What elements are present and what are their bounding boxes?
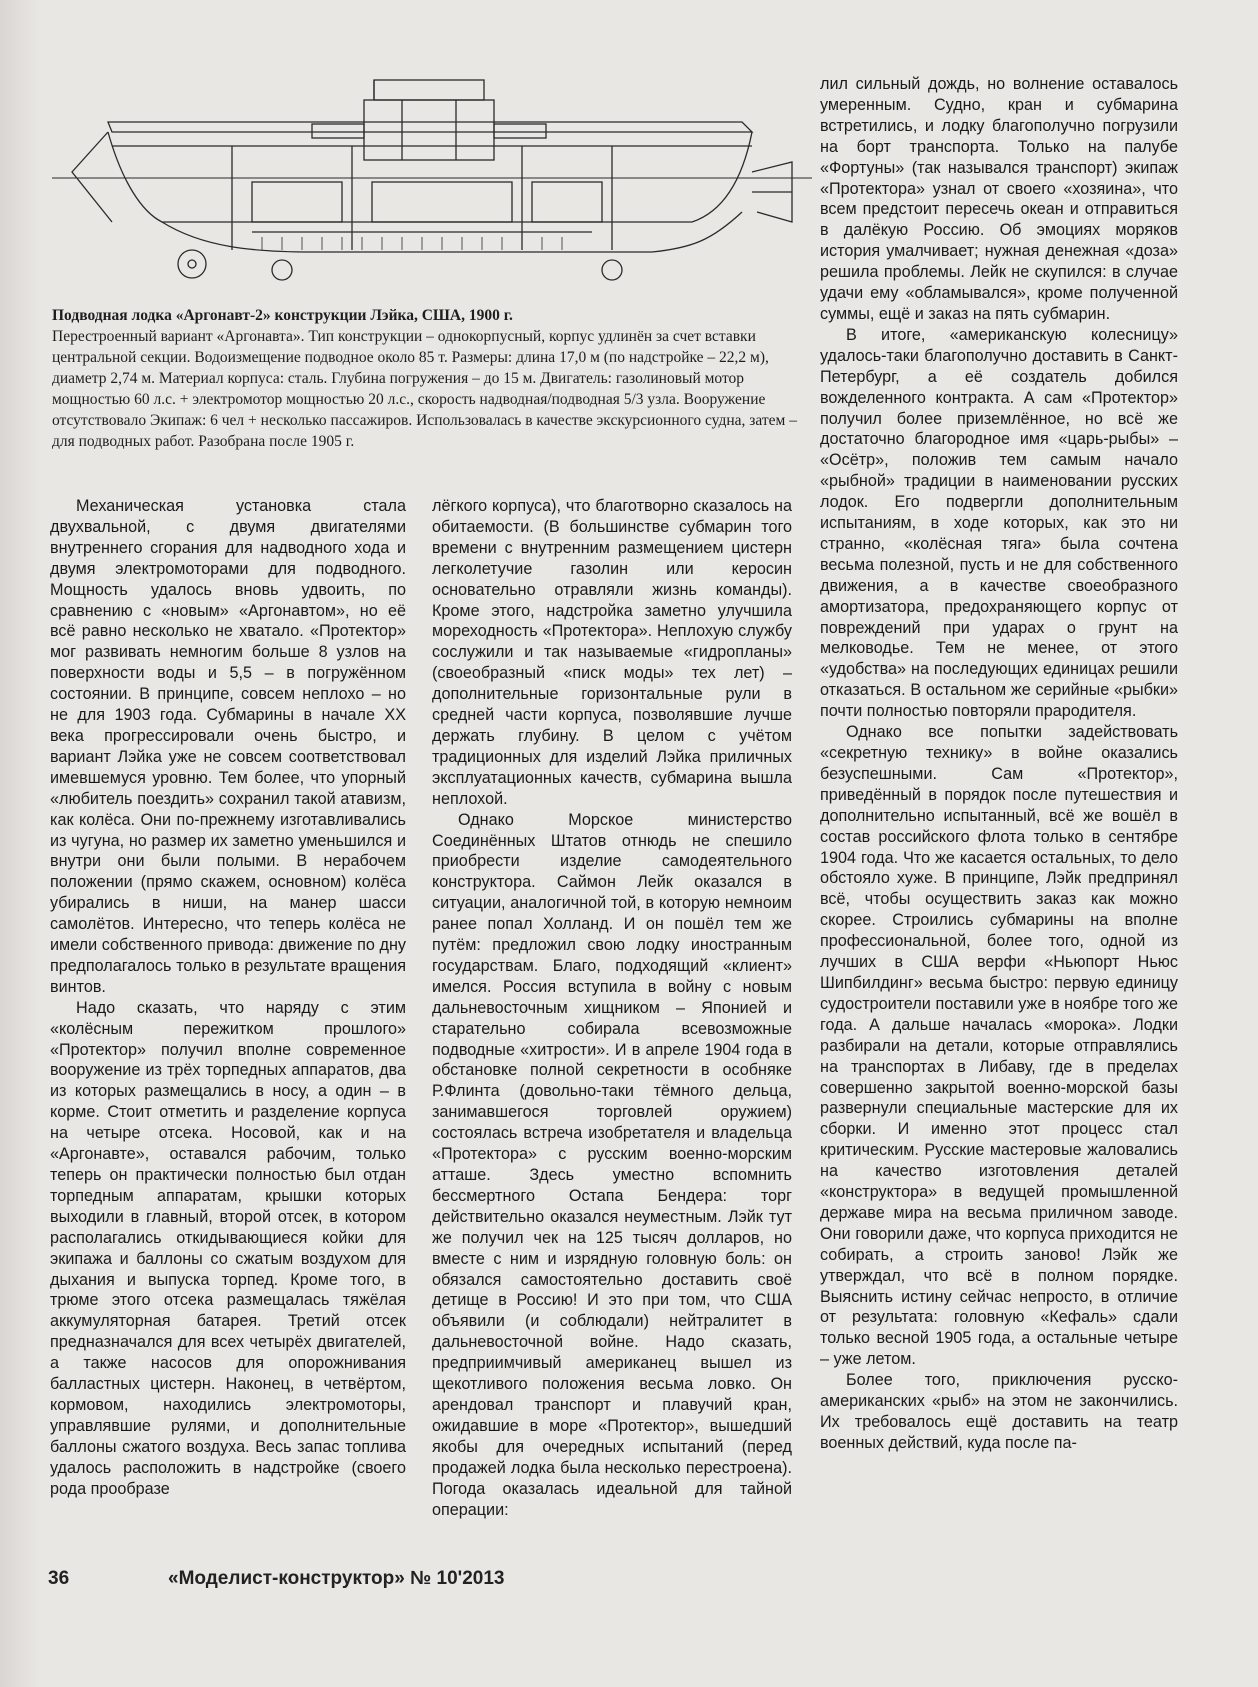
column-1: [50, 496, 406, 1500]
caption-title: Подводная лодка «Аргонавт-2» конструкции Лэйка, США, 1900 г.: [52, 307, 513, 324]
figure-caption: [52, 305, 807, 452]
column-3: [820, 74, 1178, 1454]
paragraph: В итоге, «американскую колесницу» удалось-таки благополучно доставить в Санкт-Петербург, а её создатель добился вожделенного контракта. А сам «Протектор» получил более приземлённое, но всё же достаточно благородное имя «царь-рыбы» – «Осётр», положив тем самым начало «рыбной» традиции в наименовании русских лодок. Его подвергли дополнительным испытаниям, в ходе которых, как это ни странно, «колёсная тяга» была сочтена весьма полезной, пусть и не для собственного движения, а в качестве своеобразного амортизатора, предохраняющего корпус от повреждений при ударах о грунт на мелководье. Тем не менее, от этого «удобства» на последующих единицах решили отказаться. В остальном же серийные «рыбки» почти полностью повторяли прародителя.: [820, 325, 1178, 721]
paragraph: Однако Морское министерство Соединённых Штатов отнюдь не спешило приобрести изделие самодеятельного конструктора. Саймон Лейк оказался в ситуации, аналогичной той, в которую немноим ранее попал Холланд. И он пошёл тем же путём: предложил свою лодку иностранным государствам. Благо, подходящий «клиент» имелся. Россия вступила в войну с новым дальневосточным хищником – Японией и старательно собирала всевозможные подводные «хитрости». И в апреле 1904 года в обстановке полной секретности в особняке Р.Флинта (довольно-таки тёмного дельца, занимавшегося торговлей оружием) состоялась встреча изобретателя и владельца «Протектора» с русским военно-морским атташе. Здесь уместно вспомнить бессмертного Остапа Бендера: торг действительно оказался неуместным. Лэйк тут же получил чек на 125 тысяч долларов, но вместе с ним и изрядную головную боль: он обязался самостоятельно доставить своё детище в Россию! И это при том, что США объявили (и соблюдали) нейтралитет в дальневосточной войне. Надо сказать, предприимчивый американец вышел из щекотливого положения весьма ловко. Он арендовал транспорт и плавучий кран, ожидавшие в море «Протектор», вышедший якобы для очередных испытаний (перед продажей лодка была несколько перестроена). Погода оказалась идеальной для тайной операции:: [432, 810, 792, 1519]
scan-edge: [0, 0, 40, 1687]
paragraph: лил сильный дождь, но волнение оставалось умеренным. Судно, кран и субмарина встретились, и лодку благополучно погрузили на борт транспорта. Только на палубе «Фортуны» (так назывался транспорт) экипаж «Протектора» узнал от своего «хозяина», что всем предстоит пересечь океан и отправиться в далёкую Россию. Об эмоциях моряков история умалчивает; нужная денежная «доза» решила проблемы. Лейк не скупился: в случае удачи ему «обламывался», кроме полученной суммы, ещё и заказ на пять субмарин.: [820, 75, 1178, 323]
paragraph: лёгкого корпуса), что благотворно сказалось на обитаемости. (В большинстве субмарин того времени с внутренним размещением цистерн легколетучие газолин или керосин основательно отравляли жизнь команды). Кроме этого, надстройка заметно улучшила мореходность «Протектора». Неплохую службу сослужили и так называемые «гидропланы» (своеобразный «писк моды» тех лет) – дополнительные горизонтальные рули в средней части корпуса, позволявшие лучше держать глубину. В целом с учётом традиционных для изделий Лэйка приличных эксплуатационных качеств, субмарина вышла неплохой.: [432, 497, 792, 808]
page-footer: [48, 1568, 504, 1590]
submarine-drawing-icon: [52, 72, 812, 302]
paragraph: Механическая установка стала двухвальной, с двумя двигателями внутреннего сгорания для надводного хода и двумя электромоторами для подводного. Мощность удалось вновь удвоить, по сравнению с «новым» «Аргонавтом», но её всё равно несколько не хватало. «Протектор» мог развивать немногим больше 8 узлов на поверхности воды и 5,5 – в погружённом состоянии. В принципе, совсем неплохо – но не для 1903 года. Субмарины в начале XX века прогрессировали очень быстро, и вариант Лэйка уже не совсем соответствовал имевшемуся уровню. Тем более, что упорный «любитель поездить» сохранил такой атавизм, как колёса. Они по-прежнему изготавливались из чугуна, но размер их заметно уменьшился и внутри они были полыми. В нерабочем положении (прямо скажем, основном) колёса убирались в ниши, на манер шасси самолётов. Интересно, что теперь колёса не имели собственного привода: движение по дну предполагалось только в результате вращения винтов.: [50, 497, 406, 996]
submarine-drawing: [52, 72, 812, 302]
paragraph: Более того, приключения русско-американских «рыб» на этом не закончились. Их требовалось ещё доставить на театр военных действий, куда после па-: [820, 1371, 1178, 1452]
paragraph: Надо сказать, что наряду с этим «колёсным пережитком прошлого» «Протектор» получил вполне современное вооружение из трёх торпедных аппаратов, два из которых размещались в носу, а один – в корме. Стоит отметить и разделение корпуса на четыре отсека. Носовой, как и на «Аргонавте», оставался рабочим, только теперь он практически полностью был отдан торпедным аппаратам, крышки которых выходили в главный, второй отсек, в котором располагались откидывающиеся койки для экипажа и баллоны со сжатым воздухом для дыхания и выпуска торпед. Кроме того, в трюме этого отсека размещалась тяжёлая аккумуляторная батарея. Третий отсек предназначался для всех четырёх двигателей, а также насосов для опорожнивания балластных цистерн. Наконец, в четвёртом, кормовом, находились электромоторы, управлявшие рулями, и дополнительные баллоны сжатого воздуха. Весь запас топлива удалось расположить в надстройке (своего рода прообразе: [50, 998, 406, 1498]
column-2: [432, 496, 792, 1520]
page-number: 36: [48, 1568, 70, 1589]
caption-text: Перестроенный вариант «Аргонавта». Тип конструкции – однокорпусный, корпус удлинён за счет вставки центральной секции. Водоизмещение подводное около 85 т. Размеры: длина 17,0 м (по надстройке – 22,2 м), диаметр 2,74 м. Материал корпуса: сталь. Глубина погружения – до 15 м. Двигатель: газолиновый мотор мощностью 60 л.с. + электромотор мощностью 20 л.с., скорость надводная/подводная 5/3 узла. Вооружение отсутствовало Экипаж: 6 чел + несколько пассажиров. Использовалась в качестве экскурсионного судна, затем – для подводных работ. Разобрана после 1905 г.: [52, 328, 797, 450]
paragraph: Однако все попытки задействовать «секретную технику» в войне оказались безуспешными. Сам «Протектор», приведённый в порядок после путешествия и дополнительно испытанный, всё же вошёл в состав российского флота только в сентябре 1904 года. Что же касается остальных, то дело обстояло хуже. В принципе, Лэйк предпринял всё, чтобы осуществить заказ как можно скорее. Строились субмарины на вполне профессиональной, более того, одной из лучших в США верфи «Ньюпорт Ньюс Шипбилдинг» весьма быстро: первую единицу судостроители поставили уже в ноябре того же года. А дальше началась «морока». Лодки разбирали на детали, которые отправлялись на транспортах в Либаву, где в пределах совершенно закрытой военно-морской базы развернули специальные мастерские для их сборки. И именно этот процесс стал критическим. Русские мастеровые жаловались на качество изготовления деталей «конструктора» в ведущей промышленной державе мира на весьма приличном заводе. Они говорили даже, что корпуса приходится не собирать, а строить заново! Лэйк же утверждал, что всё в полном порядке. Выяснить истину сейчас непросто, в отличие от результата: головную «Кефаль» сдали только весной 1905 года, а остальные четыре – уже летом.: [820, 723, 1178, 1369]
magazine-title: «Моделист-конструктор» № 10'2013: [168, 1568, 505, 1589]
